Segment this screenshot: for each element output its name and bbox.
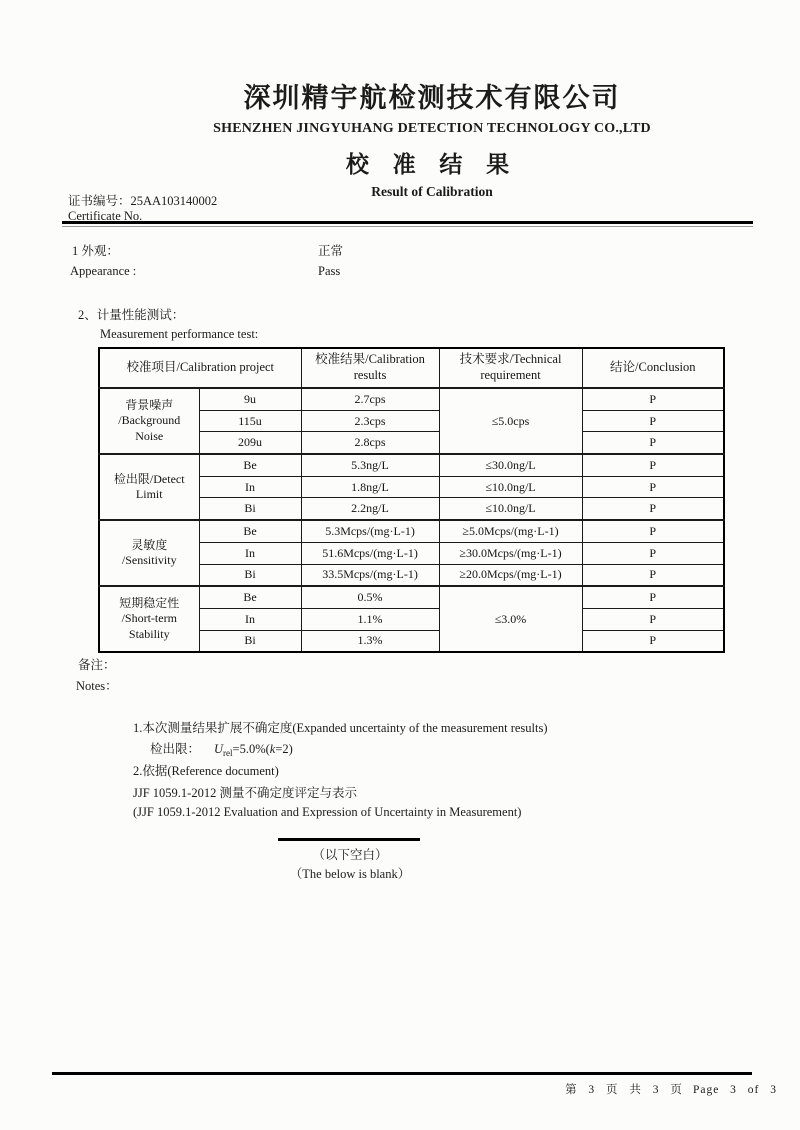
cell-item: 209u (199, 432, 301, 454)
table-row (99, 454, 724, 476)
cell-conclusion: P (582, 410, 724, 432)
table-row (99, 586, 724, 608)
cell-item: In (199, 476, 301, 498)
cell-item: Be (199, 520, 301, 542)
table-row (99, 520, 724, 542)
performance-test-label-cn: 2、计量性能测试： (78, 308, 185, 322)
table-row (99, 388, 724, 410)
table-header-row (99, 348, 724, 388)
cell-item: In (199, 542, 301, 564)
cell-result: 1.1% (301, 608, 439, 630)
cell-result: 2.7cps (301, 388, 439, 410)
appearance-label-en: Appearance : (70, 264, 137, 278)
cell-conclusion: P (582, 608, 724, 630)
cell-conclusion: P (582, 476, 724, 498)
uncertainty-subscript: rel (223, 748, 233, 758)
blank-notice-cn: （以下空白） (312, 848, 388, 862)
cell-conclusion: P (582, 388, 724, 410)
header-divider-rule (62, 221, 753, 227)
cell-result: 33.5Mcps/(mg·L-1) (301, 564, 439, 586)
header-conclusion: 结论/Conclusion (582, 348, 724, 388)
cell-conclusion: P (582, 520, 724, 542)
note-item1: 1.本次测量结果扩展不确定度(Expanded uncertainty of the measurement results) (133, 721, 548, 735)
cell-conclusion: P (582, 630, 724, 652)
blank-notice-en: （The below is blank） (289, 867, 411, 881)
notes-label-en: Notes： (76, 679, 118, 693)
cell-result: 2.8cps (301, 432, 439, 454)
cell-requirement: ≤10.0ng/L (439, 498, 582, 520)
cell-result: 2.3cps (301, 410, 439, 432)
coverage-factor-symbol: k (269, 742, 276, 756)
note-item2: 2.依据(Reference document) (133, 764, 279, 778)
cell-conclusion: P (582, 586, 724, 608)
cell-conclusion: P (582, 432, 724, 454)
note-reference-en: (JJF 1059.1-2012 Evaluation and Expression of Uncertainty in Measurement) (133, 805, 522, 819)
certificate-number-block (68, 194, 217, 225)
group-background-noise: 背景噪声 /Background Noise (99, 388, 199, 454)
cell-result: 2.2ng/L (301, 498, 439, 520)
page-number (565, 1081, 777, 1097)
company-name-cn: 深圳精宇航检测技术有限公司 (243, 83, 621, 113)
header-technical-requirement: 技术要求/Technical requirement (439, 348, 582, 388)
performance-test-label-en: Measurement performance test: (100, 327, 259, 341)
cell-requirement: ≥5.0Mcps/(mg·L-1) (439, 520, 582, 542)
cell-item: Bi (199, 564, 301, 586)
group-detect-limit: 检出限/Detect Limit (99, 454, 199, 520)
cell-requirement: ≤3.0% (439, 586, 582, 652)
cell-item: Be (199, 586, 301, 608)
appearance-value-cn: 正常 (318, 244, 344, 258)
cell-conclusion: P (582, 542, 724, 564)
document-header (64, 84, 800, 200)
note-item1-detail (150, 739, 293, 758)
page-number-en: Page 3 of 3 (692, 1084, 777, 1096)
cell-requirement: ≥20.0Mcps/(mg·L-1) (439, 564, 582, 586)
cell-result: 1.8ng/L (301, 476, 439, 498)
cell-requirement: ≤30.0ng/L (439, 454, 582, 476)
cell-item: 115u (199, 410, 301, 432)
cell-requirement: ≤5.0cps (439, 388, 582, 454)
appearance-label-cn: 1 外观： (72, 244, 119, 258)
cell-requirement: ≤10.0ng/L (439, 476, 582, 498)
document-title-en: Result of Calibration (371, 183, 493, 199)
uncertainty-symbol: U (214, 742, 224, 756)
document-title-cn: 校 准 结 果 (345, 151, 519, 177)
appearance-value-en: Pass (318, 264, 341, 278)
cell-result: 5.3Mcps/(mg·L-1) (301, 520, 439, 542)
blank-section-rule (278, 838, 420, 841)
header-calibration-project: 校准项目/Calibration project (99, 348, 301, 388)
cell-result: 51.6Mcps/(mg·L-1) (301, 542, 439, 564)
group-short-term-stability: 短期稳定性 /Short-term Stability (99, 586, 199, 652)
cell-result: 5.3ng/L (301, 454, 439, 476)
cell-item: Be (199, 454, 301, 476)
certificate-number-label-en: Certificate No. (68, 209, 143, 224)
cell-item: Bi (199, 498, 301, 520)
company-name-en: SHENZHEN JINGYUHANG DETECTION TECHNOLOGY CO.,LTD (213, 120, 651, 136)
cell-item: 9u (199, 388, 301, 410)
group-sensitivity: 灵敏度 /Sensitivity (99, 520, 199, 586)
certificate-number-cn: 证书编号：25AA103140002 (68, 194, 218, 208)
cell-item: In (199, 608, 301, 630)
notes-label-cn: 备注： (78, 658, 116, 672)
cell-item: Bi (199, 630, 301, 652)
cell-result: 1.3% (301, 630, 439, 652)
cell-conclusion: P (582, 498, 724, 520)
detect-limit-prefix: 检出限： (150, 742, 201, 756)
page-number-cn: 第 3 页 共 3 页 (565, 1084, 683, 1096)
cell-conclusion: P (582, 564, 724, 586)
calibration-results-table (98, 347, 725, 653)
uncertainty-value: =5.0%( (232, 742, 270, 756)
header-calibration-results: 校准结果/Calibration results (301, 348, 439, 388)
cell-conclusion: P (582, 454, 724, 476)
note-reference-cn: JJF 1059.1-2012 测量不确定度评定与表示 (133, 786, 357, 800)
coverage-factor-value: =2) (275, 742, 293, 756)
cell-result: 0.5% (301, 586, 439, 608)
cell-requirement: ≥30.0Mcps/(mg·L-1) (439, 542, 582, 564)
footer-rule (52, 1072, 752, 1075)
